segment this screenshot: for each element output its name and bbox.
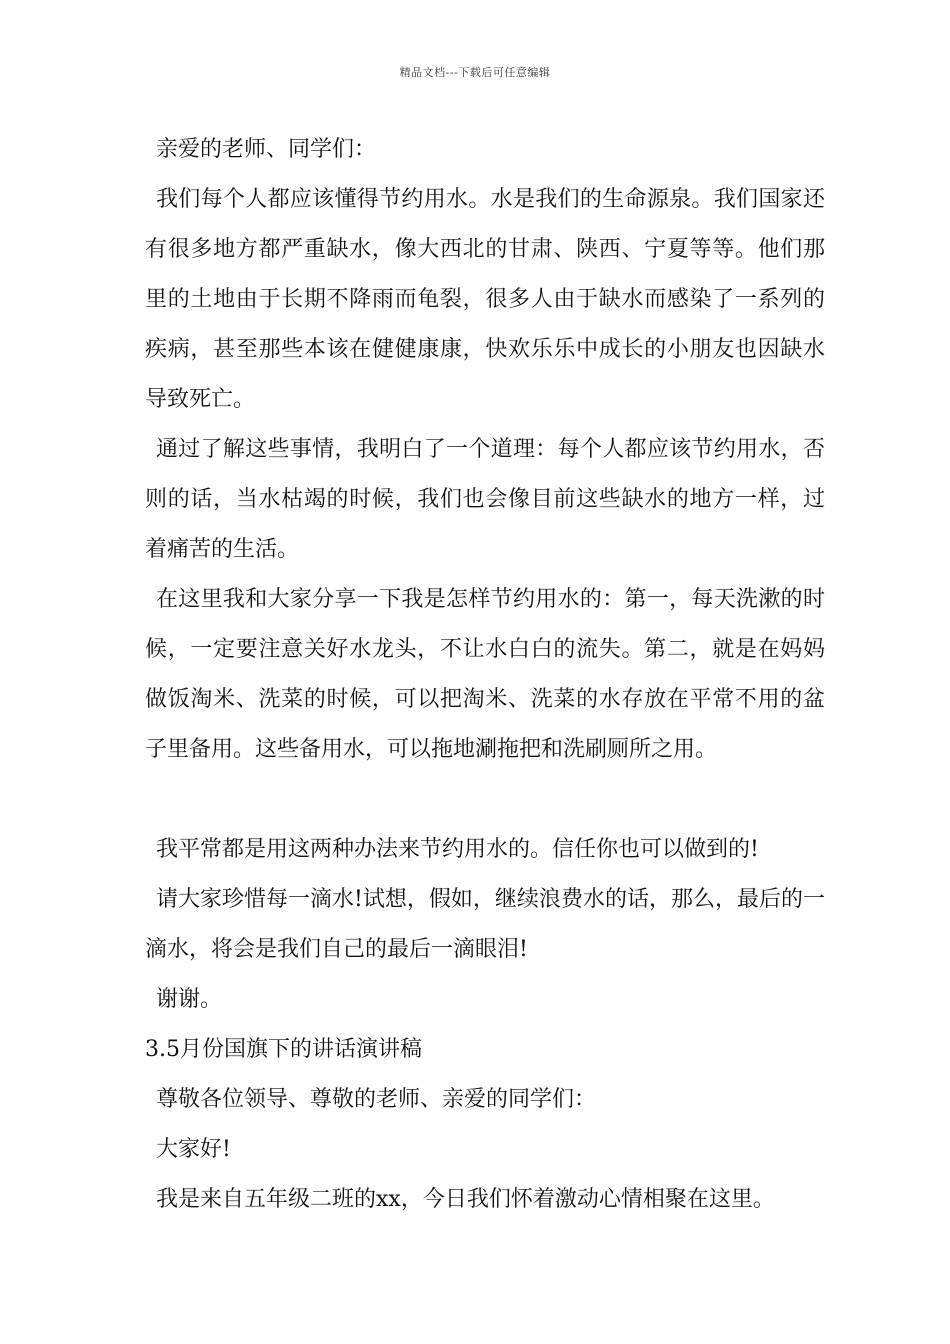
paragraph: 我们每个人都应该懂得节约用水。水是我们的生命源泉。我们国家还有很多地方都严重缺水，像大西北的甘肃、陕西、宁夏等等。他们那里的土地由于长期不降雨而龟裂，很多人由于缺水而感染了一系列的疾病，甚至那些本该在健健康康，快欢乐乐中成长的小朋友也因缺水导致死亡。 — [145, 187, 825, 412]
blank-line — [145, 775, 825, 825]
paragraph: 我是来自五年级二班的xx，今日我们怀着激动心情相聚在这里。 — [156, 1187, 775, 1212]
section-heading: 3.5月份国旗下的讲话演讲稿 — [145, 1037, 422, 1062]
document-body — [145, 125, 825, 1225]
paragraph: 我平常都是用这两种办法来节约用水的。信任你也可以做到的! — [156, 837, 759, 862]
salutation: 亲爱的老师、同学们： — [156, 137, 377, 162]
salutation: 尊敬各位领导、尊敬的老师、亲爱的同学们： — [156, 1087, 597, 1112]
page-header: 精品文档---下载后可任意编辑 — [399, 66, 551, 79]
greeting: 大家好! — [156, 1137, 231, 1162]
paragraph: 请大家珍惜每一滴水!试想，假如，继续浪费水的话，那么，最后的一滴水，将会是我们自己的最后一滴眼泪! — [145, 887, 825, 962]
closing: 谢谢。 — [156, 987, 223, 1012]
paragraph: 在这里我和大家分享一下我是怎样节约用水的：第一，每天洗漱的时候，一定要注意关好水龙头，不让水白白的流失。第二，就是在妈妈做饭淘米、洗菜的时候，可以把淘米、洗菜的水存放在平常不用的盆子里备用。这些备用水，可以拖地涮拖把和洗刷厕所之用。 — [145, 587, 825, 762]
paragraph: 通过了解这些事情，我明白了一个道理：每个人都应该节约用水，否则的话，当水枯竭的时候，我们也会像目前这些缺水的地方一样，过着痛苦的生活。 — [145, 437, 825, 562]
